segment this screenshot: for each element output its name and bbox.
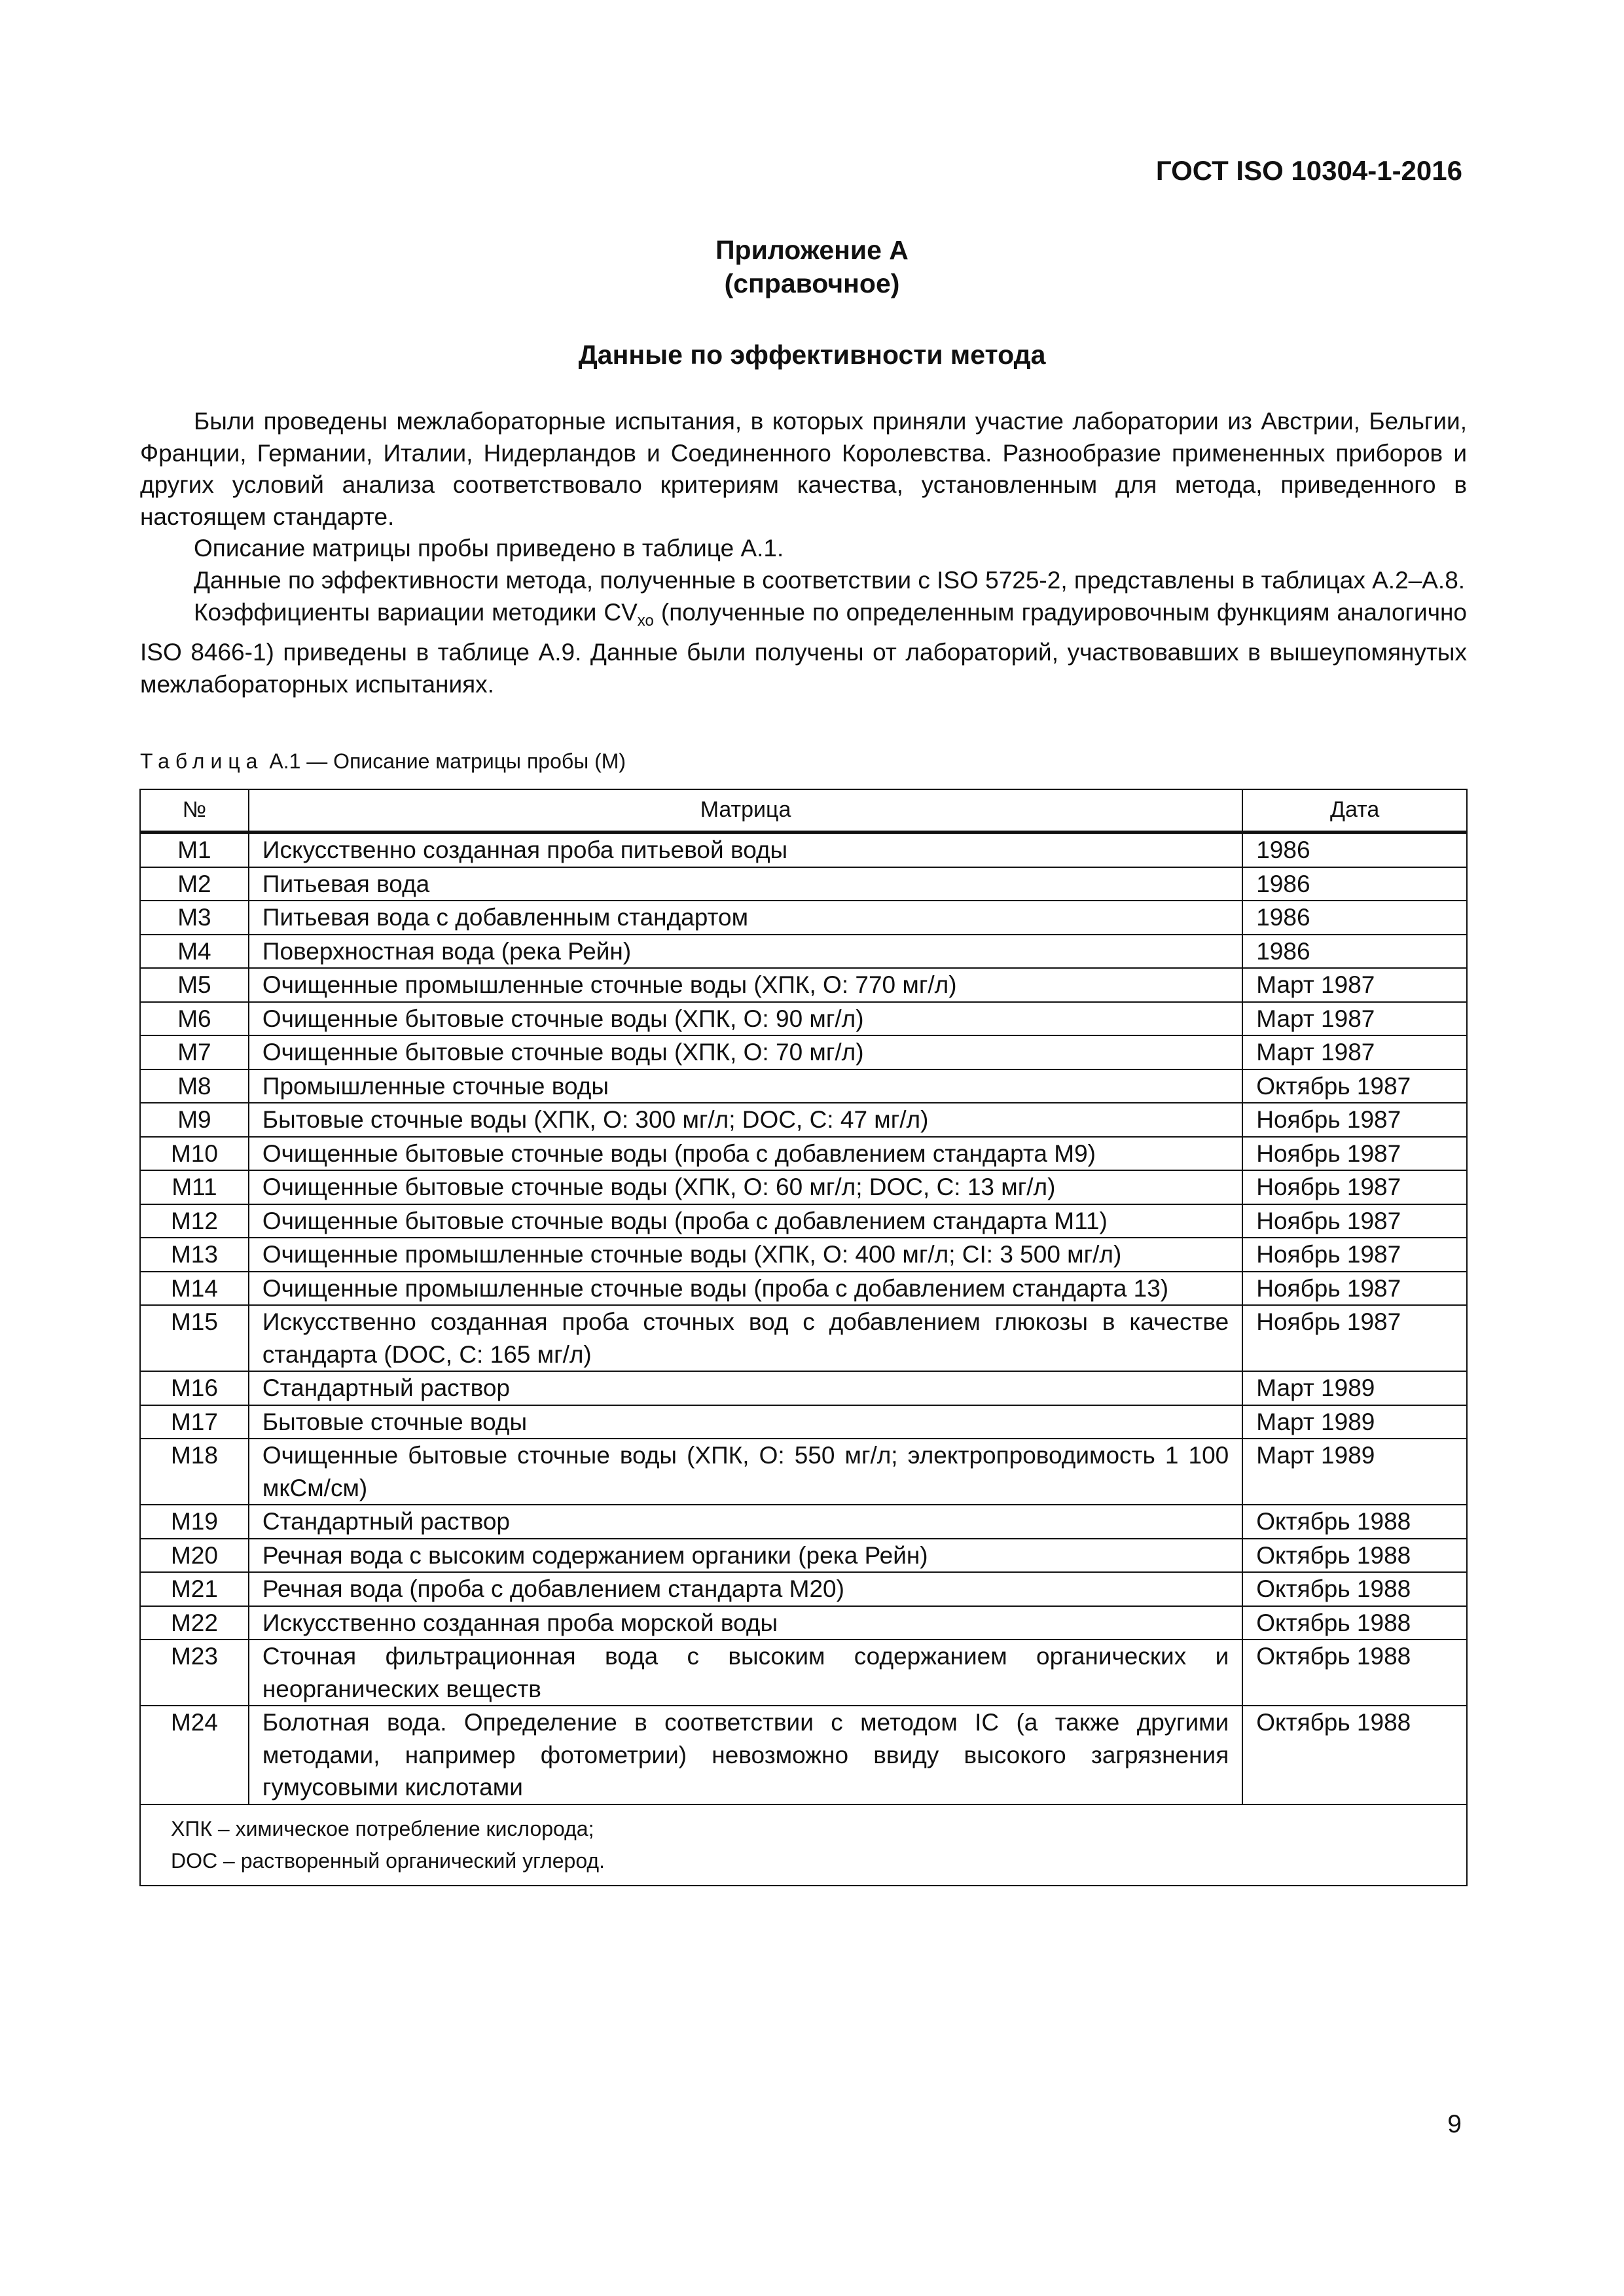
- row-num: M3: [140, 901, 249, 935]
- row-matrix: Речная вода (проба с добавлением стандарта М20): [249, 1572, 1242, 1606]
- table-row: [140, 1035, 1467, 1069]
- paragraph-2: Описание матрицы пробы приведено в таблице А.1.: [194, 535, 784, 562]
- row-num: M11: [140, 1170, 249, 1204]
- table-row: [140, 1640, 1467, 1706]
- row-num: M23: [140, 1640, 249, 1706]
- row-date: Октябрь 1988: [1242, 1706, 1467, 1804]
- table-caption: [140, 749, 626, 774]
- table-row: [140, 1305, 1467, 1371]
- row-num: M9: [140, 1103, 249, 1137]
- table-row: [140, 1204, 1467, 1238]
- table-body: [140, 833, 1467, 1804]
- table-row: [140, 1371, 1467, 1405]
- paragraph-4-end: (полученные по определенным градуировочным функциям аналогично ISO 8466-1) приведены в таблице А.9. Данные были получены от лабораторий, участвовавших в вышеупомянутых межлабораторных испытаниях.: [140, 598, 1468, 698]
- row-date: Ноябрь 1987: [1242, 1103, 1467, 1137]
- table-row: [140, 1706, 1467, 1804]
- row-date: 1986: [1242, 833, 1467, 867]
- row-num: M17: [140, 1405, 249, 1439]
- row-num: M7: [140, 1035, 249, 1069]
- page-number: 9: [1447, 2110, 1462, 2138]
- row-num: M15: [140, 1305, 249, 1371]
- row-date: Март 1989: [1242, 1371, 1467, 1405]
- table-row: [140, 1572, 1467, 1606]
- row-num: M5: [140, 968, 249, 1002]
- row-matrix: Стандартный раствор: [249, 1371, 1242, 1405]
- row-matrix: Очищенные бытовые сточные воды (проба с добавлением стандарта М11): [249, 1204, 1242, 1238]
- table-caption-word: Таблица: [140, 749, 264, 773]
- table-row: [140, 1103, 1467, 1137]
- row-date: Октябрь 1988: [1242, 1539, 1467, 1573]
- row-matrix: Очищенные промышленные сточные воды (ХПК, О: 770 мг/л): [249, 968, 1242, 1002]
- table-row: [140, 1238, 1467, 1272]
- row-matrix: Питьевая вода с добавленным стандартом: [249, 901, 1242, 935]
- row-num: M19: [140, 1505, 249, 1539]
- row-date: Март 1987: [1242, 968, 1467, 1002]
- table-row: [140, 1137, 1467, 1171]
- row-matrix: Болотная вода. Определение в соответствии с методом IC (а также другими методами, например фотометрии) невозможно ввиду высокого загрязнения гумусовыми кислотами: [249, 1706, 1242, 1804]
- row-matrix: Искусственно созданная проба морской воды: [249, 1606, 1242, 1640]
- row-date: Октябрь 1988: [1242, 1572, 1467, 1606]
- row-num: M20: [140, 1539, 249, 1573]
- row-date: 1986: [1242, 867, 1467, 901]
- table-row: [140, 901, 1467, 935]
- table-caption-text: А.1 — Описание матрицы пробы (М): [263, 749, 626, 773]
- row-date: Октябрь 1988: [1242, 1640, 1467, 1706]
- table-row: [140, 968, 1467, 1002]
- paragraph-4: [140, 597, 1467, 701]
- row-num: M24: [140, 1706, 249, 1804]
- row-num: M4: [140, 935, 249, 969]
- row-matrix: Сточная фильтрационная вода с высоким содержанием органических и неорганических веществ: [249, 1640, 1242, 1706]
- row-date: 1986: [1242, 935, 1467, 969]
- row-date: Ноябрь 1987: [1242, 1170, 1467, 1204]
- table-row: [140, 1439, 1467, 1505]
- row-num: M8: [140, 1069, 249, 1103]
- row-date: Ноябрь 1987: [1242, 1272, 1467, 1306]
- table-row: [140, 1405, 1467, 1439]
- header-matrix: Матрица: [249, 789, 1242, 833]
- row-matrix: Искусственно созданная проба питьевой воды: [249, 833, 1242, 867]
- row-date: Ноябрь 1987: [1242, 1137, 1467, 1171]
- appendix-title: Приложение А: [715, 235, 909, 265]
- table-row: [140, 935, 1467, 969]
- row-matrix: Очищенные бытовые сточные воды (ХПК, О: 70 мг/л): [249, 1035, 1242, 1069]
- appendix-subtitle: (справочное): [724, 268, 900, 298]
- header-num: №: [140, 789, 249, 833]
- matrix-table: [139, 789, 1468, 1886]
- row-num: M6: [140, 1002, 249, 1036]
- row-matrix: Очищенные промышленные сточные воды (ХПК, О: 400 мг/л; CI: 3 500 мг/л): [249, 1238, 1242, 1272]
- table-row: [140, 1069, 1467, 1103]
- row-matrix: Питьевая вода: [249, 867, 1242, 901]
- table-row: [140, 1002, 1467, 1036]
- table-row: [140, 1606, 1467, 1640]
- table-row: [140, 1505, 1467, 1539]
- table-row: [140, 867, 1467, 901]
- table-row: [140, 1170, 1467, 1204]
- note-doc: DOC – растворенный органический углерод.: [171, 1848, 605, 1873]
- row-num: M2: [140, 867, 249, 901]
- row-num: M1: [140, 833, 249, 867]
- row-matrix: Очищенные бытовые сточные воды (ХПК, О: 60 мг/л; DOC, С: 13 мг/л): [249, 1170, 1242, 1204]
- row-matrix: Очищенные промышленные сточные воды (проба с добавлением стандарта 13): [249, 1272, 1242, 1306]
- row-num: M21: [140, 1572, 249, 1606]
- row-num: M10: [140, 1137, 249, 1171]
- row-date: Ноябрь 1987: [1242, 1238, 1467, 1272]
- row-num: M22: [140, 1606, 249, 1640]
- row-date: Октябрь 1988: [1242, 1606, 1467, 1640]
- table-row: [140, 833, 1467, 867]
- standard-id: ГОСТ ISO 10304-1-2016: [1155, 155, 1462, 186]
- row-matrix: Очищенные бытовые сточные воды (ХПК, О: 90 мг/л): [249, 1002, 1242, 1036]
- row-matrix: Стандартный раствор: [249, 1505, 1242, 1539]
- row-date: Ноябрь 1987: [1242, 1305, 1467, 1371]
- paragraph-4-start: Коэффициенты вариации методики CV: [194, 598, 638, 626]
- row-date: Март 1989: [1242, 1405, 1467, 1439]
- table-notes-row: [140, 1804, 1467, 1886]
- row-matrix: Промышленные сточные воды: [249, 1069, 1242, 1103]
- row-date: Октябрь 1987: [1242, 1069, 1467, 1103]
- row-matrix: Бытовые сточные воды: [249, 1405, 1242, 1439]
- row-date: Март 1987: [1242, 1035, 1467, 1069]
- row-matrix: Бытовые сточные воды (ХПК, О: 300 мг/л; DOC, С: 47 мг/л): [249, 1103, 1242, 1137]
- body-text: [140, 406, 1467, 700]
- note-cod: ХПК – химическое потребление кислорода;: [171, 1816, 594, 1840]
- table-notes: [140, 1804, 1467, 1886]
- row-date: 1986: [1242, 901, 1467, 935]
- row-date: Март 1989: [1242, 1439, 1467, 1505]
- row-date: Октябрь 1988: [1242, 1505, 1467, 1539]
- section-heading: Данные по эффективности метода: [578, 340, 1046, 370]
- row-date: Ноябрь 1987: [1242, 1204, 1467, 1238]
- row-num: M16: [140, 1371, 249, 1405]
- table-row: [140, 1272, 1467, 1306]
- row-matrix: Поверхностная вода (река Рейн): [249, 935, 1242, 969]
- table-row: [140, 1539, 1467, 1573]
- paragraph-1: Были проведены межлабораторные испытания, в которых приняли участие лаборатории из Австрии, Бельгии, Франции, Германии, Италии, Нидерландов и Соединенного Королевства. Разнообразие примененных приборов и других условий анализа соответствовало критериям качества, установленным для метода, приведенного в настоящем стандарте.: [140, 408, 1467, 530]
- row-matrix: Очищенные бытовые сточные воды (ХПК, О: 550 мг/л; электропроводимость 1 100 мкСм/см): [249, 1439, 1242, 1505]
- row-matrix: Очищенные бытовые сточные воды (проба с добавлением стандарта М9): [249, 1137, 1242, 1171]
- row-num: M14: [140, 1272, 249, 1306]
- header-date: Дата: [1242, 789, 1467, 833]
- row-num: M13: [140, 1238, 249, 1272]
- appendix-title-block: [0, 234, 1624, 300]
- row-date: Март 1987: [1242, 1002, 1467, 1036]
- row-num: M12: [140, 1204, 249, 1238]
- row-num: M18: [140, 1439, 249, 1505]
- cv-subscript: хо: [637, 611, 654, 630]
- table-header-row: [140, 789, 1467, 833]
- row-matrix: Искусственно созданная проба сточных вод с добавлением глюкозы в качестве стандарта (DOC, С: 165 мг/л): [249, 1305, 1242, 1371]
- paragraph-3: Данные по эффективности метода, полученные в соответствии с ISO 5725-2, представлены в таблицах А.2–А.8.: [194, 566, 1466, 594]
- row-matrix: Речная вода с высоким содержанием органики (река Рейн): [249, 1539, 1242, 1573]
